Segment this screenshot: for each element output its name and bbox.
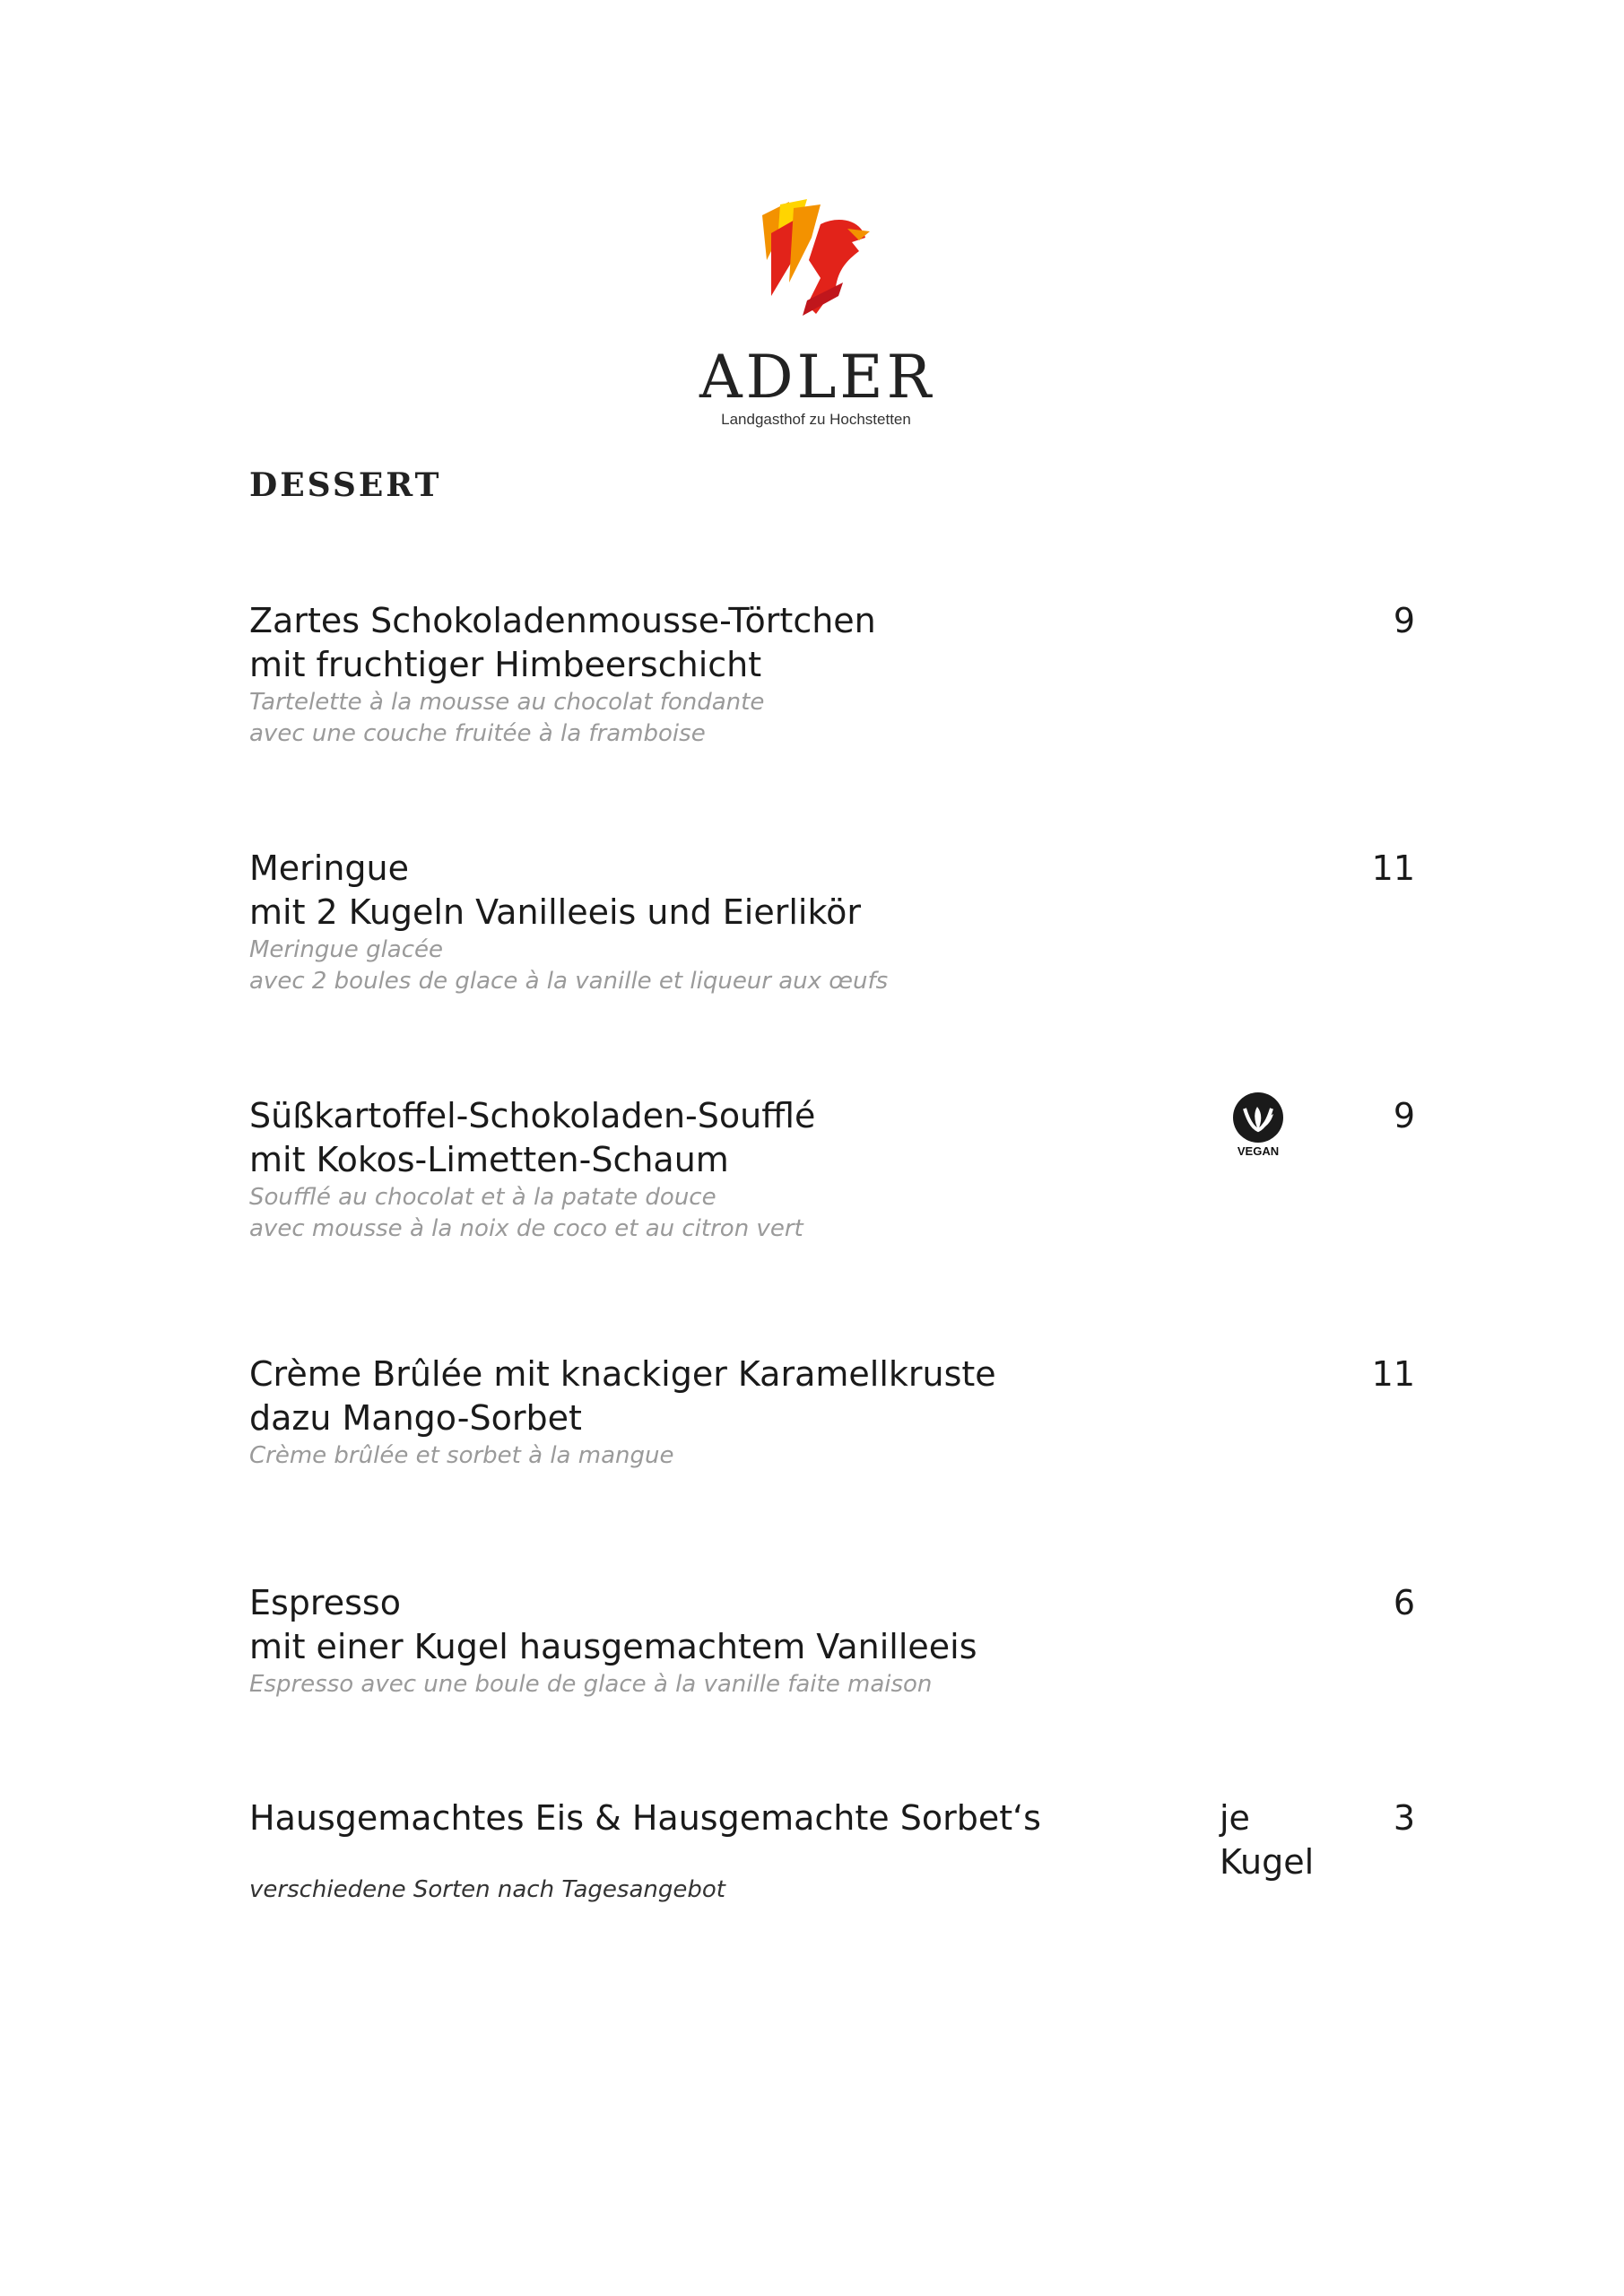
item-price: 9 (1393, 1096, 1415, 1135)
item-name: Hausgemachtes Eis & Hausgemachte Sorbet‘s (249, 1798, 1041, 1838)
item-note: verschiedene Sorten nach Tagesangebot (249, 1876, 725, 1903)
item-subtitle: mit Kokos-Limetten-Schaum (249, 1140, 729, 1179)
menu-item (249, 847, 1415, 997)
vegan-leaf-icon (1218, 1091, 1298, 1144)
item-price: 6 (1393, 1583, 1415, 1622)
menu-item (249, 1352, 1415, 1472)
item-translation: avec une couche fruitée à la framboise (249, 720, 706, 747)
per-scoop-line: je (1220, 1798, 1250, 1838)
per-scoop-label (1220, 1796, 1327, 1884)
brand-name: ADLER (699, 343, 935, 412)
eagle-logo-icon (753, 197, 879, 332)
item-subtitle: mit 2 Kugeln Vanilleeis und Eierlikör (249, 892, 861, 932)
item-translation: avec mousse à la noix de coco et au citron vert (249, 1215, 803, 1242)
menu-item (249, 1094, 1415, 1245)
item-subtitle: mit einer Kugel hausgemachtem Vanilleeis (249, 1627, 977, 1666)
menu-item (249, 1581, 1415, 1700)
adler-logo (699, 197, 933, 430)
menu-item (249, 1796, 1415, 1903)
item-price: 11 (1371, 848, 1415, 888)
item-name: Zartes Schokoladenmousse-Törtchen (249, 601, 876, 640)
item-subtitle: mit fruchtiger Himbeerschicht (249, 645, 762, 684)
item-translation: Espresso avec une boule de glace à la vanille faite maison (249, 1671, 933, 1698)
vegan-label: VEGAN (1237, 1144, 1280, 1158)
item-translation: Crème brûlée et sorbet à la mangue (249, 1442, 674, 1469)
section-title: DESSERT (249, 466, 442, 504)
per-scoop-line: Kugel (1220, 1842, 1315, 1882)
item-name: Süßkartoffel-Schokoladen-Soufflé (249, 1096, 816, 1135)
item-translation: Soufflé au chocolat et à la patate douce (249, 1184, 716, 1211)
item-translation: avec 2 boules de glace à la vanille et liqueur aux œufs (249, 968, 889, 995)
vegan-badge (1218, 1091, 1298, 1168)
item-translation: Tartelette à la mousse au chocolat fondante (249, 689, 765, 716)
menu-item (249, 599, 1415, 750)
item-name: Meringue (249, 848, 410, 888)
item-subtitle: dazu Mango-Sorbet (249, 1398, 582, 1438)
brand-subtitle: Landgasthof zu Hochstetten (721, 411, 911, 428)
item-price: 11 (1371, 1354, 1415, 1394)
item-price: 3 (1393, 1798, 1415, 1838)
item-name: Espresso (249, 1583, 401, 1622)
item-translation: Meringue glacée (249, 936, 444, 963)
item-price: 9 (1393, 601, 1415, 640)
item-name: Crème Brûlée mit knackiger Karamellkruste (249, 1354, 996, 1394)
